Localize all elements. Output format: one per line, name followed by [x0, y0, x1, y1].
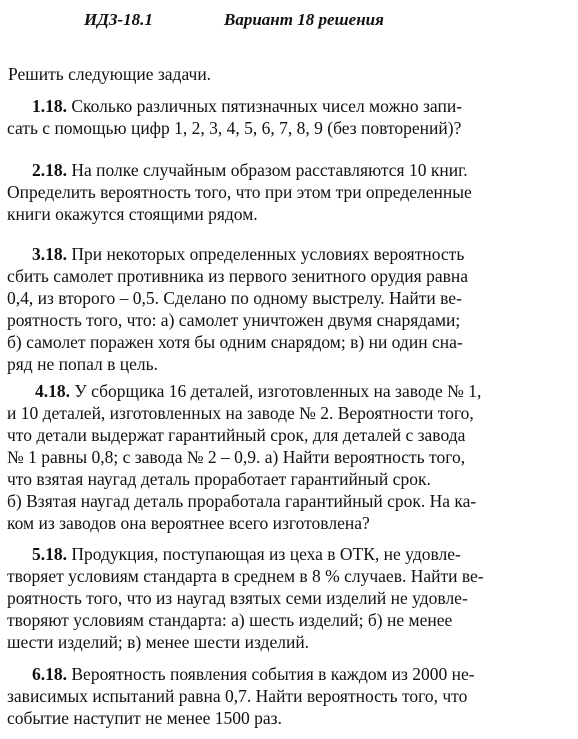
- problem-line: шести изделий; в) менее шести изделий.: [7, 632, 310, 652]
- problem-line: [32, 244, 464, 265]
- problem-number: 1.18.: [32, 96, 67, 116]
- problem-text: Вероятность появления события в каждом из 2000 не-: [71, 664, 475, 684]
- problem-line: 0,4, из второго – 0,5. Сделано по одному выстрелу. Найти ве-: [7, 288, 462, 308]
- problem-line: № 1 равны 0,8; с завода № 2 – 0,9. а) Найти вероятность того,: [7, 447, 466, 467]
- problem-number: 4.18.: [35, 381, 70, 401]
- problem-text: У сборщика 16 деталей, изготовленных на заводе № 1,: [74, 381, 482, 401]
- problem-line: сбить самолет противника из первого зенитного орудия равна: [7, 266, 468, 286]
- problem-line: [35, 381, 481, 402]
- problem-line: б) Взятая наугад деталь проработала гарантийный срок. На ка-: [7, 491, 477, 511]
- problem-line: [32, 96, 462, 117]
- problem-text: Продукция, поступающая из цеха в ОТК, не удовле-: [71, 544, 461, 564]
- problem-number: 2.18.: [32, 160, 67, 180]
- problem-text: На полке случайным образом расставляются 10 книг.: [71, 160, 468, 180]
- problem-line: и 10 деталей, изготовленных на заводе № 2. Вероятности того,: [7, 403, 474, 423]
- problem-line: зависимых испытаний равна 0,7. Найти вероятность того, что: [7, 686, 468, 706]
- problem-line: [32, 664, 475, 685]
- variant-title: Вариант 18 решения: [224, 10, 384, 29]
- problem-line: творяют условиям стандарта: а) шесть изделий; б) не менее: [7, 610, 453, 630]
- problem-line: Определить вероятность того, что при этом три определенные: [7, 182, 472, 202]
- problem-number: 3.18.: [32, 244, 67, 264]
- problem-number: 5.18.: [32, 544, 67, 564]
- problem-line: что взятая наугад деталь проработает гарантийный срок.: [7, 469, 431, 489]
- problem-line: роятность того, что: а) самолет уничтожен двумя снарядами;: [7, 310, 461, 330]
- problem-line: ком из заводов она вероятнее всего изготовлена?: [7, 513, 370, 533]
- problem-line: сать с помощью цифр 1, 2, 3, 4, 5, 6, 7, 8, 9 (без повторений)?: [7, 118, 462, 138]
- problem-text: При некоторых определенных условиях вероятность: [71, 244, 465, 264]
- assignment-code: ИДЗ-18.1: [84, 10, 153, 29]
- problem-line: что детали выдержат гарантийный срок, для деталей с завода: [7, 425, 466, 445]
- problem-text: Сколько различных пятизначных чисел можно запи-: [71, 96, 463, 116]
- problem-line: роятность того, что из наугад взятых семи изделий не удовле-: [7, 588, 468, 608]
- problem-line: книги окажутся стоящими рядом.: [7, 204, 258, 224]
- problem-line: событие наступит не менее 1500 раз.: [7, 708, 282, 728]
- problem-line: [32, 544, 461, 565]
- problem-line: б) самолет поражен хотя бы одним снарядом; в) ни один сна-: [7, 332, 463, 352]
- problem-line: [32, 160, 468, 181]
- problem-line: ряд не попал в цель.: [7, 354, 158, 374]
- problem-line: творяет условиям стандарта в среднем в 8 % случаев. Найти ве-: [7, 566, 484, 586]
- intro-text: Решить следующие задачи.: [8, 64, 212, 84]
- problem-number: 6.18.: [32, 664, 67, 684]
- page-header: [0, 8, 578, 34]
